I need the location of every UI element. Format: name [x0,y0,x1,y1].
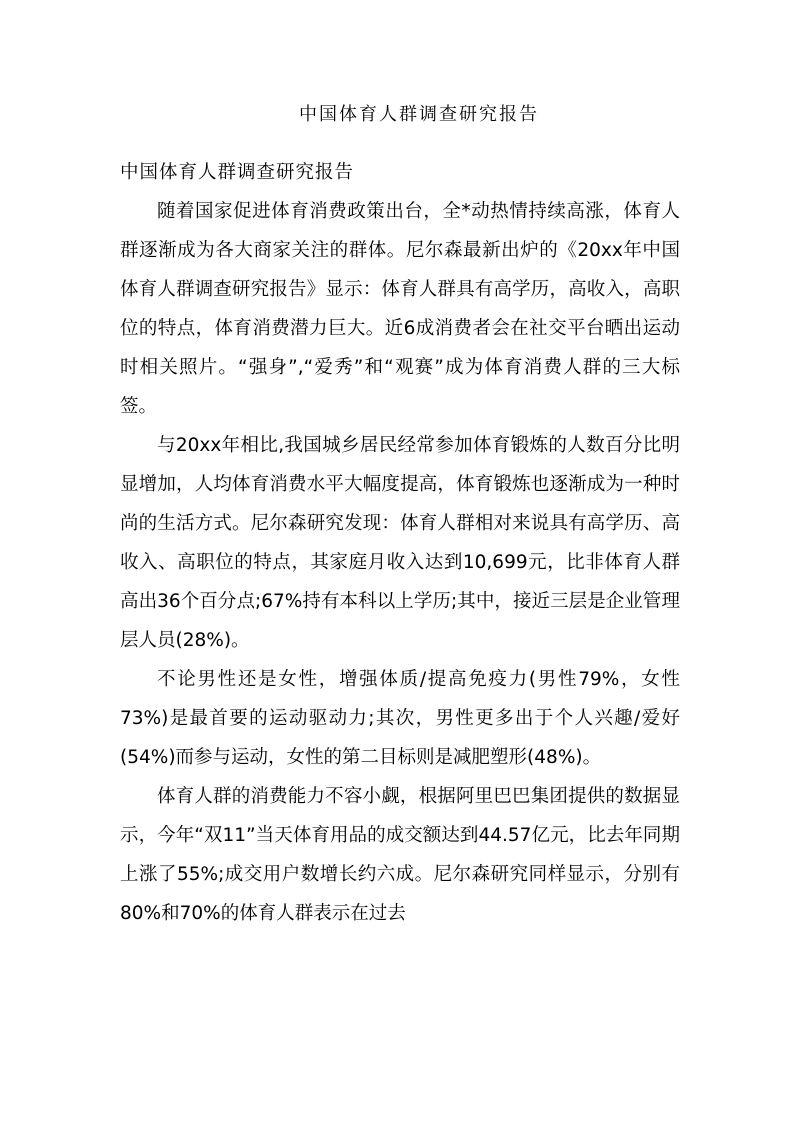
document-title: 中国体育人群调查研究报告 [299,104,539,125]
paragraph-2: 与20xx年相比,我国城乡居民经常参加体育锻炼的人数百分比明显增加，人均体育消费水平大幅度提高，体育锻炼也逐渐成为一种时尚的生活方式。尼尔森研究发现：体育人群相对来说具有高学历、高收入、高职位的特点，其家庭月收入达到10,699元，比非体育人群高出36个百分点;67%持有本科以上学历;其中，接近三层是企业管理层人员(28%)。 [120,435,680,651]
document-body [120,153,680,933]
paragraph-1: 随着国家促进体育消费政策出台，全*动热情持续高涨，体育人群逐渐成为各大商家关注的群体。尼尔森最新出炉的《20xx年中国体育人群调查研究报告》显示：体育人群具有高学历，高收入，高职位的特点，体育消费潜力巨大。近6成消费者会在社交平台晒出运动时相关照片。“强身”,“爱秀”和“观赛”成为体育消费人群的三大标签。 [120,201,680,417]
document-subtitle: 中国体育人群调查研究报告 [120,162,355,183]
paragraph-3: 不论男性还是女性，增强体质/提高免疫力(男性79%，女性73%)是最首要的运动驱动力;其次，男性更多出于个人兴趣/爱好(54%)而参与运动，女性的第二目标则是减肥塑形(48%)。 [120,669,680,768]
paragraph-4: 体育人群的消费能力不容小觑，根据阿里巴巴集团提供的数据显示，今年“双11”当天体育用品的成交额达到44.57亿元，比去年同期上涨了55%;成交用户数增长约六成。尼尔森研究同样显示，分别有80%和70%的体育人群表示在过去 [120,786,680,924]
